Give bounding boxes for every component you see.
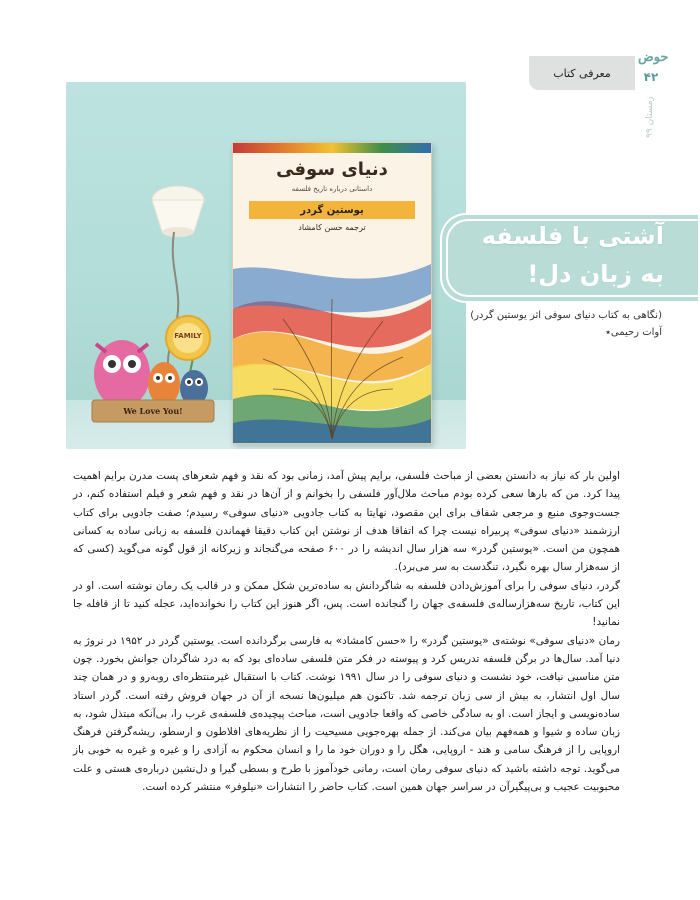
article-paragraph: گردر، دنیای سوفی را برای آموزش‌دادن فلسفه به شاگردانش به ساده‌ترین شکل ممکن و در قالب یک رمان نوشته است. او در این کتاب، تاریخ سه‌هزارساله‌ی فلسفه‌ی جهان را گنجانده است. پس، اگر هنوز این کتاب را نخوانده‌اید، عجله کنید تا از قافله جا نمانید! xyxy=(73,579,620,629)
book-cover xyxy=(232,142,432,444)
headline-line1: آشتی با فلسفه xyxy=(481,222,664,250)
decor-base-text: We Love You! xyxy=(123,406,183,416)
section-label: معرفی کتاب xyxy=(529,56,635,90)
page-number: ۴۲ xyxy=(643,70,659,84)
article-byline: آوات رحیمی٭ xyxy=(605,327,662,338)
article-photo xyxy=(66,82,466,449)
book-subtitle: داستانی درباره تاریخ فلسفه xyxy=(291,185,373,193)
book-author: یوستین گردر xyxy=(249,201,415,219)
magazine-logo: حوض xyxy=(638,50,669,65)
article-body xyxy=(73,467,620,796)
book-cover-strip xyxy=(233,143,431,153)
article-subtitle: (نگاهی به کتاب دنیای سوفی اثر یوستین گردر) xyxy=(470,310,662,321)
issue-date: زمستان ۹۹ xyxy=(645,96,655,138)
book-cover-art xyxy=(233,239,431,443)
book-title: دنیای سوفی xyxy=(276,159,388,180)
orange-owl-icon xyxy=(148,362,180,406)
article-paragraph: رمان «دنیای سوفی» نوشته‌ی «یوستین گردر» را «حسن کامشاد» به فارسی برگردانده است. یوستین گردر در ۱۹۵۲ در نروژ به دنیا آمد. سال‌ها در برگن فلسفه تدریس کرد و پیوسته در فکر متن فلسفی ساده‌ای بود که به درد شاگردان جوانش بخورد. چون متن مناسبی نیافت، خود نشست و دنیای سوفی را در سال ۱۹۹۱ نوشت. کتاب با استقبال غیرمنتظره‌ای روبه‌رو و در همان چند سال اول انتشار، به بیش از سی زبان ترجمه شد. تاکنون هم میلیون‌ها نسخه از آن در جهان فروش رفته است. گردر استاد ساده‌نویسی و ایجاز است. او به سادگی خاصی که واقعا جادویی است، مباحث پیچیده‌ی فلسفه‌ی غرب را، بی‌آنکه مبتذل شود، به زبان ساده و شیوا و همه‌فهم بیان می‌کند. از جمله بهره‌جویی مسیحیت را از نظریه‌های افلاطون و ارسطو، ریشه‌گرفتن فرهنگ اروپایی را از فرهنگ سامی و هند - اروپایی، هگل را و دوران خود ما را و انسان محکوم به آزادی را و غیره و غیره به خوبی باز می‌گوید. توجه داشته باشید که دنیای سوفی رمان است، رمانی خودآموز با طرح و بسطی گیرا و دل‌نشین درباره‌ی هستی و علت محبوبیت عجیب و بی‌پیگیرآن در سراسر جهان همین است. کتاب حاضر را انتشارات «نیلوفر» منتشر کرده است. xyxy=(73,634,620,794)
pink-owl-icon xyxy=(94,340,150,408)
article-paragraph: اولین بار که نیاز به دانستن بعضی از مباحث فلسفی، برایم پیش آمد، زمانی بود که نقد و فهم شعرهای پست مدرن برایم اهمیت پیدا کرد. من که بارها سعی کرده بودم مباحث ملال‌آور فلسفی را بخوانم و از آن‌ها در نقد و فهم شعر و فیلم استفاده کنم، در جست‌وجوی منبع و مرجعی شفاف برای این مقصود، نهایتا به کتاب جادویی «دنیای سوفی» رسیدم؛ صفت جادویی برای کتاب ارزشمند «دنیای سوفی» پربیراه نیست چرا که اتفاقا هدف از نوشتن این کتاب دقیقا فهماندن فلسفه به زبانی ساده به کسانی همچون من است. «یوستین گردر» سه هزار سال اندیشه را در ۶۰۰ صفحه می‌گنجاند و زیرکانه از قول گوته می‌گوید (کسی که از سه‌هزار سال بهره نگیرد، تنگدست به سر می‌برد). xyxy=(73,470,620,574)
headline-line2: به زبان دل! xyxy=(527,260,664,288)
decor-sign-text: FAMILY xyxy=(174,332,202,340)
book-translator: ترجمه حسن کامشاد xyxy=(298,223,366,232)
